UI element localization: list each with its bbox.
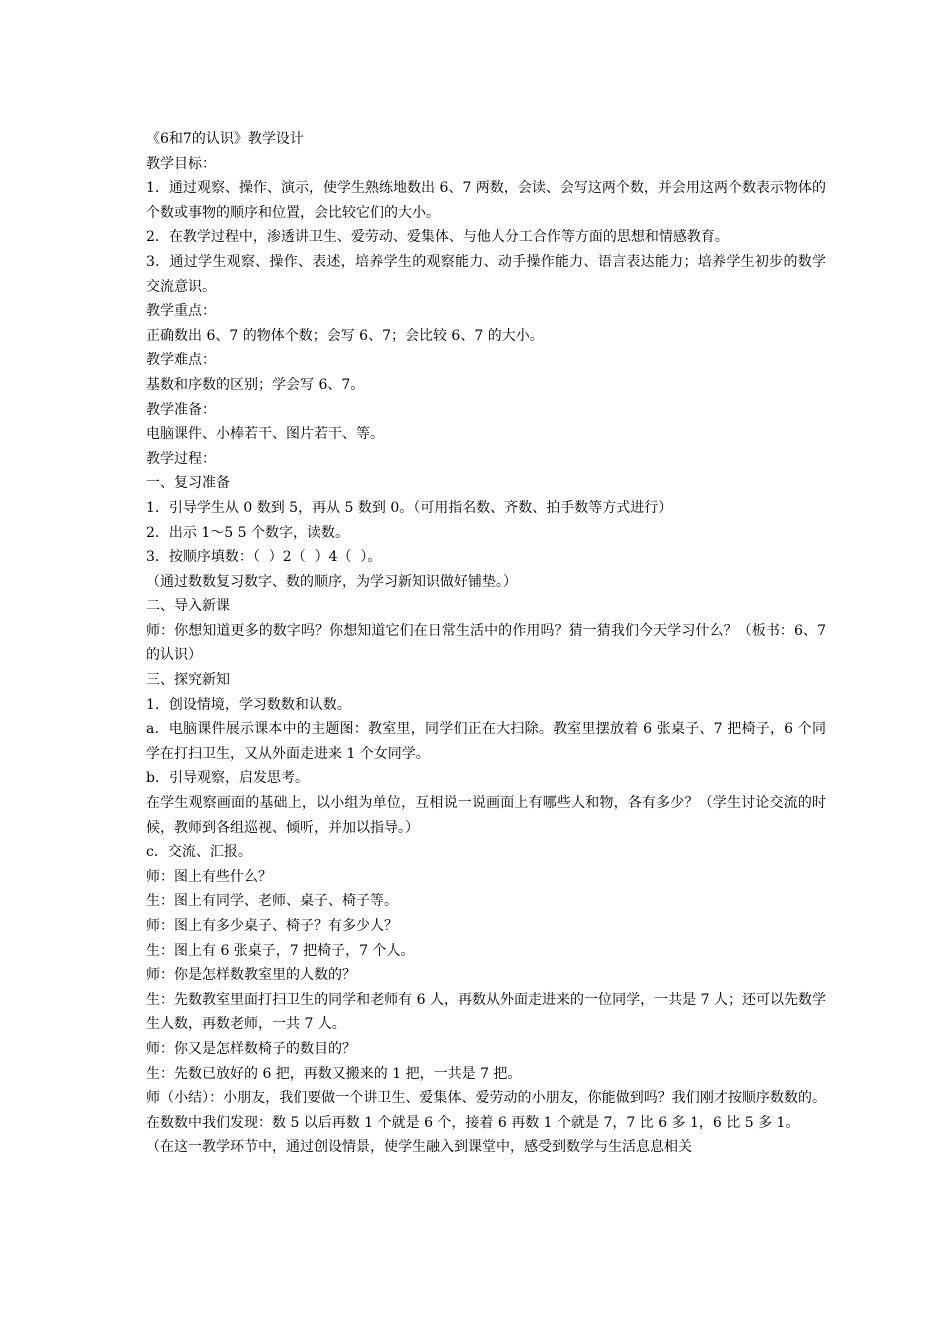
paragraph: 1．创设情境，学习数数和认数。 bbox=[146, 696, 351, 713]
paragraph: 师：图上有些什么？ bbox=[146, 868, 272, 885]
paragraph: 生：图上有同学、老师、桌子、椅子等。 bbox=[146, 893, 398, 910]
paragraph: 3．通过学生观察、操作、表述，培养学生的观察能力、动手操作能力、语言表达能力；培养学生初步的数学交流意识。 bbox=[146, 253, 826, 295]
paragraph: 2．出示 1～5 5 个数字，读数。 bbox=[146, 524, 349, 541]
document-body bbox=[146, 127, 831, 1160]
paragraph: b．引导观察，启发思考。 bbox=[146, 770, 309, 787]
paragraph: 师：你又是怎样数椅子的数目的？ bbox=[146, 1040, 356, 1057]
paragraph: 教学重点： bbox=[146, 303, 216, 320]
paragraph: 基数和序数的区别；学会写 6、7。 bbox=[146, 376, 365, 393]
paragraph: 二、导入新课 bbox=[146, 598, 230, 615]
paragraph: 生：先数已放好的 6 把，再数又搬来的 1 把，一共是 7 把。 bbox=[146, 1065, 522, 1082]
paragraph: 生：图上有 6 张桌子，7 把椅子，7 个人。 bbox=[146, 942, 415, 959]
paragraph: 正确数出 6、7 的物体个数；会写 6、7；会比较 6、7 的大小。 bbox=[146, 327, 544, 344]
paragraph: 在学生观察画面的基础上，以小组为单位，互相说一说画面上有哪些人和物，各有多少？（学生讨论交流的时候，教师到各组巡视、倾听，并加以指导。） bbox=[146, 795, 826, 836]
paragraph: 1．引导学生从 0 数到 5，再从 5 数到 0。（可用指名数、齐数、拍手数等方式进行） bbox=[146, 499, 673, 516]
paragraph: 生：先数教室里面打扫卫生的同学和老师有 6 人，再数从外面走进来的一位同学，一共是 7 人；还可以先数学生人数，再数老师，一共 7 人。 bbox=[146, 991, 826, 1033]
paragraph: 电脑课件、小棒若干、图片若干、等。 bbox=[146, 426, 384, 443]
paragraph: （在这一教学环节中，通过创设情景，使学生融入到课堂中，感受到数学与生活息息相关 bbox=[146, 1139, 692, 1156]
paragraph: 教学过程： bbox=[146, 450, 216, 467]
paragraph: （通过数数复习数字、数的顺序，为学习新知识做好铺垫。） bbox=[146, 573, 517, 590]
paragraph: 教学难点： bbox=[146, 352, 216, 369]
paragraph: c．交流、汇报。 bbox=[146, 844, 252, 861]
paragraph: 1．通过观察、操作、演示，使学生熟练地数出 6、7 两数，会读、会写这两个数，并会用这两个数表示物体的个数或事物的顺序和位置，会比较它们的大小。 bbox=[146, 180, 826, 221]
paragraph: 3．按顺序填数：（ ）2（ ）4（ ）。 bbox=[146, 549, 382, 566]
paragraph: 三、探究新知 bbox=[146, 672, 230, 689]
paragraph: 师：图上有多少桌子、椅子？有多少人？ bbox=[146, 918, 398, 934]
paragraph: a．电脑课件展示课本中的主题图：教室里，同学们正在大扫除。教室里摆放着 6 张桌子、7 把椅子，6 个同学在打扫卫生，又从外面走进来 1 个女同学。 bbox=[146, 721, 826, 762]
paragraph: 一、复习准备 bbox=[146, 475, 230, 492]
paragraph: 师：你想知道更多的数字吗？你想知道它们在日常生活中的作用吗？猜一猜我们今天学习什么？（板书：6、7 的认识） bbox=[146, 622, 831, 664]
document-title: 《6和7的认识》教学设计 bbox=[146, 131, 304, 147]
paragraph: 教学目标： bbox=[146, 155, 216, 172]
paragraph: 师：你是怎样数教室里的人数的？ bbox=[146, 967, 356, 984]
paragraph: 2．在教学过程中，渗透讲卫生、爱劳动、爱集体、与他人分工合作等方面的思想和情感教育。 bbox=[146, 229, 729, 246]
paragraph: 教学准备： bbox=[146, 401, 216, 418]
paragraph: 师（小结）：小朋友，我们要做一个讲卫生、爱集体、爱劳动的小朋友，你能做到吗？我们刚才按顺序数数的。在数数中我们发现：数 5 以后再数 1 个就是 6 个，接着 6 再数 1 个就是 7，7 比 6 多 1，6 比 5 多 1。 bbox=[146, 1090, 826, 1131]
